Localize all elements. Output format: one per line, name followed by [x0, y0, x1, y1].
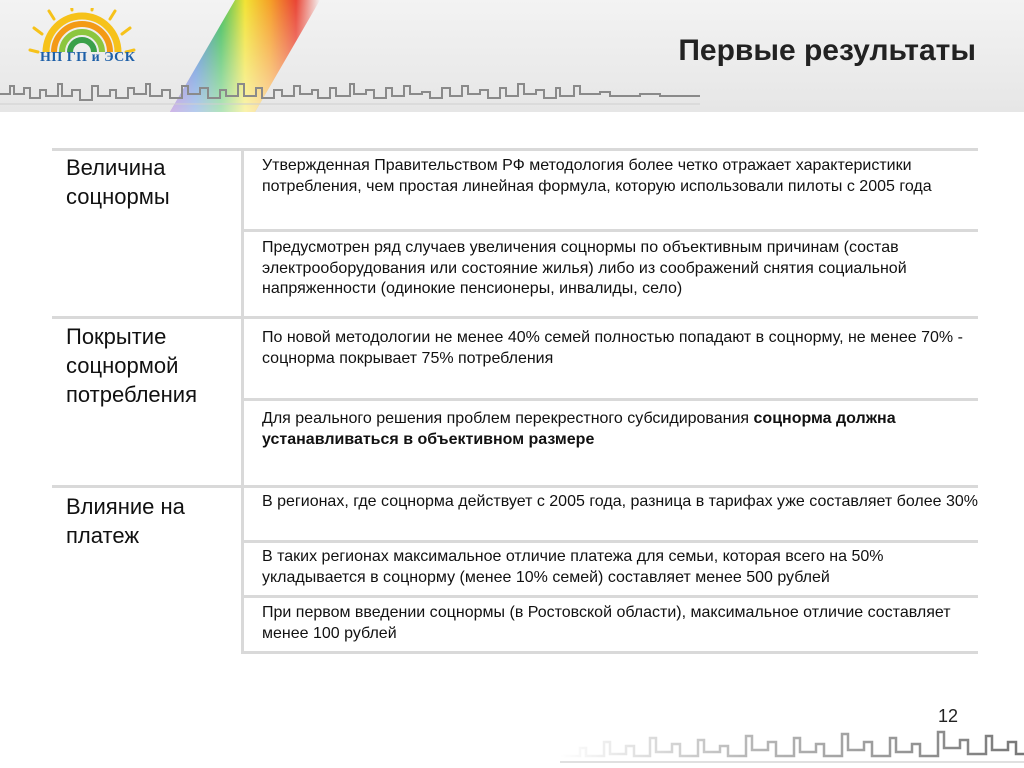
cell-text: Предусмотрен ряд случаев увеличения соцнормы по объективным причинам (состав электрооборудования или состояние жилья) либо из соображений снятия социальной напряженности (одинокие пенсионеры, инвалиды, село) [262, 239, 907, 297]
slide-header [0, 0, 1024, 112]
cell-text: При первом введении соцнормы (в Ростовской области), максимальное отличие составляет менее 100 рублей [262, 604, 951, 642]
section-label-social-norm-size: Величина соцнормы [66, 155, 170, 209]
section-label-coverage: Покрытие соцнормой потребления [66, 324, 198, 407]
cell-text-with-emphasis [262, 409, 978, 450]
cell-bold-part: соцнорма должна устанавливаться в объективном размере [262, 410, 896, 448]
cell-text: В таких регионах максимальное отличие платежа для семьи, которая всего на 50% укладывается в соцнорму (менее 10% семей) составляет менее 500 рублей [262, 548, 884, 586]
page-title: Первые результаты [678, 34, 976, 67]
row-divider [52, 148, 978, 151]
row-divider [244, 540, 978, 543]
cell-text: Утвержденная Правительством РФ методология более четко отражает характеристики потребления, чем простая линейная формула, которую использовали пилоты с 2005 года [262, 157, 932, 195]
skyline-decoration-bottom [560, 718, 1024, 768]
row-divider [52, 485, 978, 488]
row-divider [244, 229, 978, 232]
section-label-payment-impact: Влияние на платеж [66, 494, 185, 548]
skyline-decoration [0, 74, 1024, 112]
page-number: 12 [938, 706, 959, 726]
row-divider [244, 398, 978, 401]
cell-text: В регионах, где соцнорма действует с 2005 года, разница в тарифах уже составляет более 30% [262, 493, 978, 510]
cell-text: По новой методологии не менее 40% семей полностью попадают в соцнорму, не менее 70% - соцнорма покрывает 75% потребления [262, 329, 963, 367]
row-divider [244, 651, 978, 654]
column-separator [241, 148, 244, 654]
sun-logo-icon [26, 8, 138, 78]
row-divider [244, 595, 978, 598]
row-divider [52, 316, 978, 319]
logo-text: НП ГП и ЭСК [40, 50, 136, 65]
cell-plain-part: Для реального решения проблем перекрестного субсидирования [262, 410, 754, 427]
